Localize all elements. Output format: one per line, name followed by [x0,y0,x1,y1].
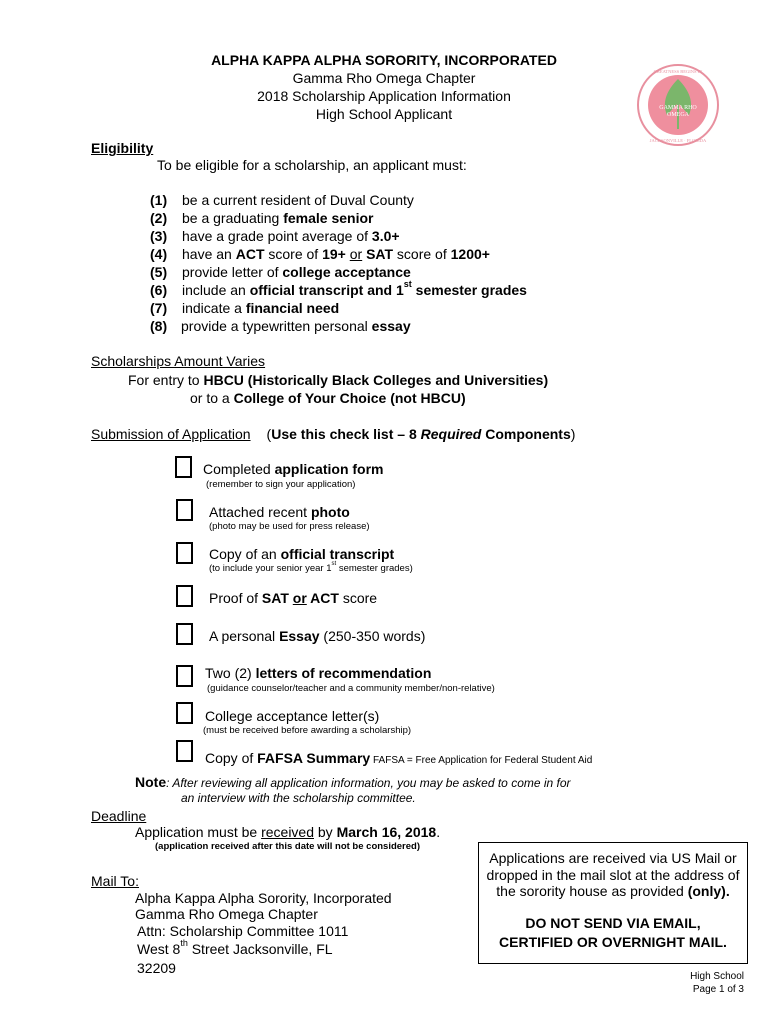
checklist-item-label: Attached recent photo [209,504,350,520]
checklist-checkbox[interactable] [176,499,193,521]
checklist-item-label: A personal Essay (250-350 words) [209,628,426,644]
checklist-item-note: (remember to sign your application) [206,479,356,490]
eligibility-item: (6) include an official transcript and 1st semester grades [150,279,527,298]
checklist-item-note: (photo may be used for press release) [209,521,370,532]
checklist-item-label: College acceptance letter(s) [205,708,380,724]
deadline-heading: Deadline [91,808,147,824]
eligibility-intro: To be eligible for a scholarship, an applicant must: [157,157,467,173]
submission-heading: Submission of Application [91,426,251,442]
seal-center-text-2: OMEGA [667,112,689,118]
checklist-checkbox[interactable] [176,702,193,724]
mail-notice-line-3: the sorority house as provided (only). [496,883,730,899]
mail-line-1: Alpha Kappa Alpha Sorority, Incorporated [135,890,392,906]
checklist-item-label: Proof of SAT or ACT score [209,590,378,606]
checklist-checkbox[interactable] [175,456,192,478]
note-line-1: Note: After reviewing all application information, you may be asked to come in for [135,774,571,790]
checklist-checkbox[interactable] [176,542,193,564]
deadline-text: Application must be received by March 16, 2018. [135,824,441,840]
checklist-item-note: (must be received before awarding a scholarship) [203,725,412,736]
checklist-checkbox[interactable] [176,665,193,687]
eligibility-item: (4) have an ACT score of 19+ or SAT score of 1200+ [150,246,490,262]
checklist-item-label: Two (2) letters of recommendation [205,665,432,681]
applicant-type: High School Applicant [315,106,453,122]
deadline-note: (application received after this date will not be considered) [155,841,421,852]
scholarships-heading: Scholarships Amount Varies [91,353,266,369]
mail-line-3: Attn: Scholarship Committee 1011 [137,923,349,939]
footer-line-1: High School [690,971,744,982]
mail-notice-box [478,842,748,964]
seal-center-text-1: GAMMA RHO [659,105,697,111]
checklist-checkbox[interactable] [176,623,193,645]
eligibility-item: (8) provide a typewritten personal essay [150,318,411,334]
checklist-item-label: Copy of an official transcript [209,546,395,562]
mail-notice-line-2: dropped in the mail slot at the address of [486,867,740,883]
mail-notice-line-1: Applications are received via US Mail or [489,850,737,866]
seal-bottom-text: JACKSONVILLE · FLORIDA [649,138,707,143]
chapter-name: Gamma Rho Omega Chapter [292,70,476,86]
seal-top-text: GREATNESS BEGINS IN [653,69,703,74]
checklist-item-note: (guidance counselor/teacher and a community member/non-relative) [207,683,495,694]
info-title: 2018 Scholarship Application Information [257,88,511,104]
footer-page-number: Page 1 of 3 [692,984,744,995]
checklist-checkbox[interactable] [176,585,193,607]
mail-line-5: 32209 [137,960,176,976]
note-line-2: an interview with the scholarship committee. [181,791,416,805]
chapter-seal-logo [636,63,720,147]
mail-notice-line-4: DO NOT SEND VIA EMAIL, [525,915,701,931]
eligibility-item: (7) indicate a financial need [150,300,340,316]
scholarships-line-2: or to a College of Your Choice (not HBCU) [190,390,466,406]
checklist-checkbox[interactable] [176,740,193,762]
checklist-item-label: Copy of FAFSA Summary FAFSA = Free Application for Federal Student Aid [205,750,593,766]
checklist-item-note: (to include your senior year 1st semester grades) [209,560,413,574]
mail-to-heading: Mail To: [91,873,139,889]
eligibility-item: (1) be a current resident of Duval County [150,192,414,208]
eligibility-item: (5) provide letter of college acceptance [150,264,411,280]
org-title: ALPHA KAPPA ALPHA SORORITY, INCORPORATED [211,52,557,68]
mail-notice-line-5: CERTIFIED OR OVERNIGHT MAIL. [499,934,727,950]
eligibility-item: (2) be a graduating female senior [150,210,374,226]
eligibility-item: (3) have a grade point average of 3.0+ [150,228,400,244]
scholarships-line-1: For entry to HBCU (Historically Black Colleges and Universities) [128,372,549,388]
checklist-item-label: Completed application form [203,461,384,477]
mail-line-4: West 8th Street Jacksonville, FL [137,938,333,957]
submission-heading-line: Submission of Application (Use this check list – 8 Required Components) [91,426,576,442]
eligibility-heading: Eligibility [91,140,154,156]
mail-line-2: Gamma Rho Omega Chapter [135,906,318,922]
